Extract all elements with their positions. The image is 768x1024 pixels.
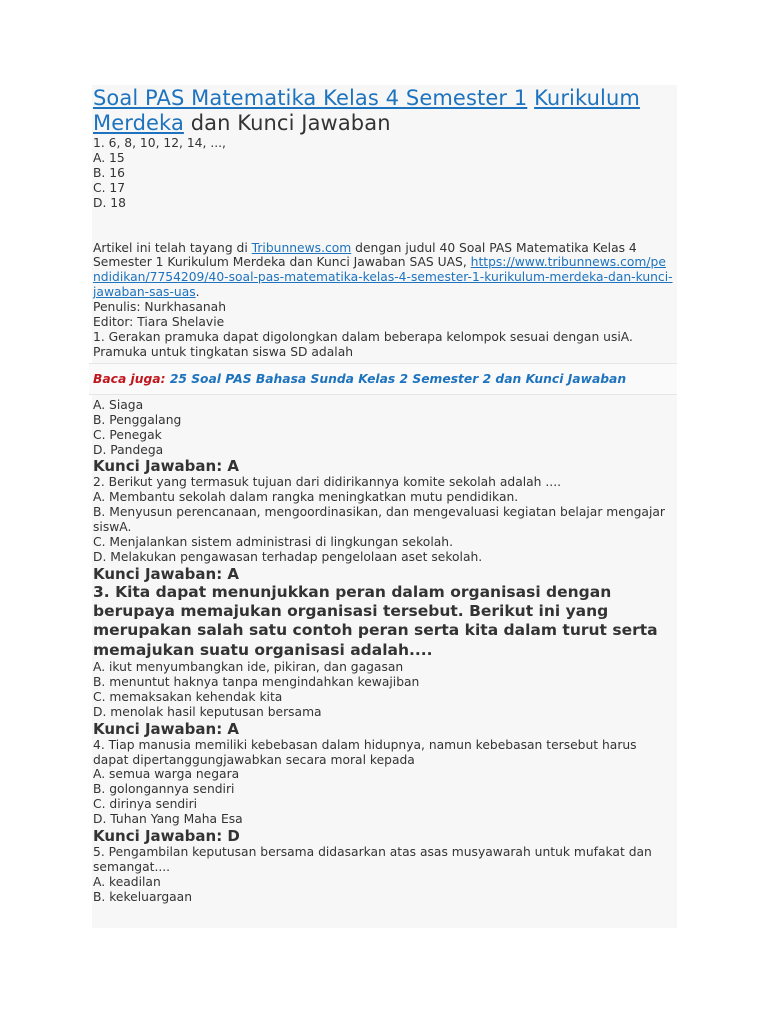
- question-5-block: [93, 845, 673, 905]
- answer-key: Kunci Jawaban: A: [93, 719, 240, 738]
- answer-option: C. 17: [93, 180, 126, 195]
- title-link-kurikulum-merdeka[interactable]: Kurikulum Merdeka: [93, 86, 640, 135]
- question-2-block: [93, 475, 673, 564]
- answer-option: B. menuntut haknya tanpa mengindahkan kewajiban: [93, 674, 420, 689]
- answer-option: D. Pandega: [93, 442, 164, 457]
- answer-key: Kunci Jawaban: A: [93, 564, 240, 583]
- answer-option: A. keadilan: [93, 874, 161, 889]
- answer-option: A. ikut menyumbangkan ide, pikiran, dan gagasan: [93, 660, 404, 675]
- read-also-label: Baca juga:: [93, 371, 166, 386]
- answer-option: B. kekeluargaan: [93, 889, 193, 904]
- question-text: 1. 6, 8, 10, 12, 14, ...,: [93, 136, 226, 150]
- answer-option: A. semua warga negara: [93, 767, 240, 782]
- question-3-options: [93, 660, 673, 720]
- article-content: [93, 86, 673, 905]
- answer-option: B. 16: [93, 165, 125, 180]
- answer-option: C. Menjalankan sistem administrasi di lingkungan sekolah.: [93, 535, 453, 550]
- question-3-heading: 3. Kita dapat menunjukkan peran dalam organisasi dengan berupaya memajukan organisasi tersebut. Berikut ini yang merupakan salah satu contoh peran serta kita dalam turut serta memajukan suatu organisasi adalah....: [93, 582, 658, 659]
- article-title: [93, 86, 673, 136]
- spacer: [93, 211, 673, 241]
- source-note: Artikel ini telah tayang di Tribunnews.com dengan judul 40 Soal PAS Matematika Kelas 4 Semester 1 Kurikulum Merdeka dan Kunci Jawaban SAS UAS, https://www.tribunnews.com/pendidikan/7754209/40-soal-pas-matematika-kelas-4-semester-1-kurikulum-merdeka-dan-kunci-jawaban-sas-uas.: [93, 240, 673, 300]
- answer-option: D. Tuhan Yang Maha Esa: [93, 812, 243, 827]
- question-4-block: [93, 738, 673, 827]
- answer-option: B. golongannya sendiri: [93, 782, 235, 797]
- answer-key: Kunci Jawaban: A: [93, 457, 240, 476]
- answer-option: D. 18: [93, 195, 126, 210]
- article-url-link[interactable]: https://www.tribunnews.com/pendidikan/7754209/40-soal-pas-matematika-kelas-4-semester-1-kurikulum-merdeka-dan-kunci-jawaban-sas-uas: [93, 255, 673, 300]
- title-link-soal-pas[interactable]: Soal PAS Matematika Kelas 4 Semester 1: [93, 86, 528, 110]
- author-line: Penulis: Nurkhasanah: [93, 300, 226, 315]
- read-also-box: [89, 363, 677, 395]
- answer-option: D. menolak hasil keputusan bersama: [93, 704, 322, 719]
- question-text: 4. Tiap manusia memiliki kebebasan dalam hidupnya, namun kebebasan tersebut harus dapat dipertanggungjawabkan secara moral kepada: [93, 737, 637, 767]
- read-also-link[interactable]: 25 Soal PAS Bahasa Sunda Kelas 2 Semester 2 dan Kunci Jawaban: [169, 371, 627, 386]
- article-source: [93, 241, 673, 360]
- title-text: dan Kunci Jawaban: [190, 111, 391, 135]
- tribunnews-link[interactable]: Tribunnews.com: [251, 240, 352, 255]
- answer-option: A. Siaga: [93, 397, 144, 412]
- answer-option: A. 15: [93, 150, 125, 165]
- answer-option: C. memaksakan kehendak kita: [93, 689, 283, 704]
- answer-option: C. dirinya sendiri: [93, 797, 198, 812]
- editor-line: Editor: Tiara Shelavie: [93, 315, 225, 330]
- answer-option: C. Penegak: [93, 427, 162, 442]
- answer-key: Kunci Jawaban: D: [93, 827, 240, 846]
- answer-option: B. Menyusun perencanaan, mengoordinasikan, dan mengevaluasi kegiatan belajar mengajar siswA.: [93, 505, 665, 535]
- question-pramuka-options: [93, 398, 673, 458]
- question-text: 2. Berikut yang termasuk tujuan dari didirikannya komite sekolah adalah ....: [93, 475, 562, 490]
- answer-option: B. Penggalang: [93, 412, 182, 427]
- question-text: 5. Pengambilan keputusan bersama didasarkan atas asas musyawarah untuk mufakat dan semangat....: [93, 845, 652, 874]
- question-1-block: [93, 136, 673, 211]
- question-text: 1. Gerakan pramuka dapat digolongkan dalam beberapa kelompok sesuai dengan usiA. Pramuka untuk tingkatan siswa SD adalah: [93, 329, 633, 359]
- answer-option: A. Membantu sekolah dalam rangka meningkatkan mutu pendidikan.: [93, 490, 519, 505]
- answer-option: D. Melakukan pengawasan terhadap pengelolaan aset sekolah.: [93, 549, 483, 564]
